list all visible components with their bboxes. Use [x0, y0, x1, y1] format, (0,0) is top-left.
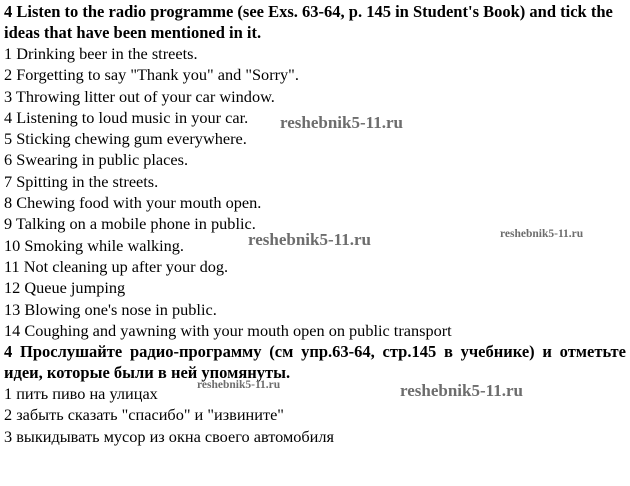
list-item: 7 Spitting in the streets. [4, 171, 159, 191]
watermark: reshebnik5-11.ru [500, 228, 584, 240]
exercise-document [4, 1, 626, 447]
list-item: 1 Drinking beer in the streets. [4, 44, 198, 63]
list-item: 2 забыть сказать "спасибо" и "извините" [4, 405, 284, 425]
list-item: 14 Coughing and yawning with your mouth open on public transport [4, 320, 452, 340]
list-item: 13 Blowing one's nose in public. [4, 299, 217, 319]
list-item: 5 Sticking chewing gum everywhere. [4, 129, 247, 149]
english-task-heading: 4 Listen to the radio programme (see Exs. 63-64, p. 145 in Student's Book) and tick the ideas that have been mentioned in it. [4, 2, 613, 42]
list-item: 4 Listening to loud music in your car. [4, 107, 249, 127]
list-item: 11 Not cleaning up after your dog. [4, 256, 229, 276]
list-item: 12 Queue jumping [4, 278, 126, 298]
list-item: 8 Chewing food with your mouth open. [4, 193, 262, 213]
list-item: 10 Smoking while walking. [4, 235, 184, 255]
list-item: 6 Swearing in public places. [4, 150, 189, 170]
watermark: reshebnik5-11.ru [248, 230, 371, 249]
russian-items-list [4, 383, 626, 447]
list-item: 9 Talking on a mobile phone in public. [4, 214, 256, 234]
list-item: 3 Throwing litter out of your car window. [4, 86, 275, 106]
watermark: reshebnik5-11.ru [197, 379, 281, 391]
watermark: reshebnik5-11.ru [400, 381, 523, 400]
list-item: 2 Forgetting to say "Thank you" and "Sorry". [4, 65, 299, 85]
watermark: reshebnik5-11.ru [280, 113, 403, 132]
english-items-list [4, 43, 626, 341]
list-item: 1 пить пиво на улицах [4, 384, 158, 404]
russian-task-heading: 4 Прослушайте радио-программу (см упр.63-64, стр.145 в учебнике) и отметьте идеи, которые были в ней упомянуты. [4, 342, 626, 383]
list-item: 3 выкидывать мусор из окна своего автомобиля [4, 426, 335, 446]
